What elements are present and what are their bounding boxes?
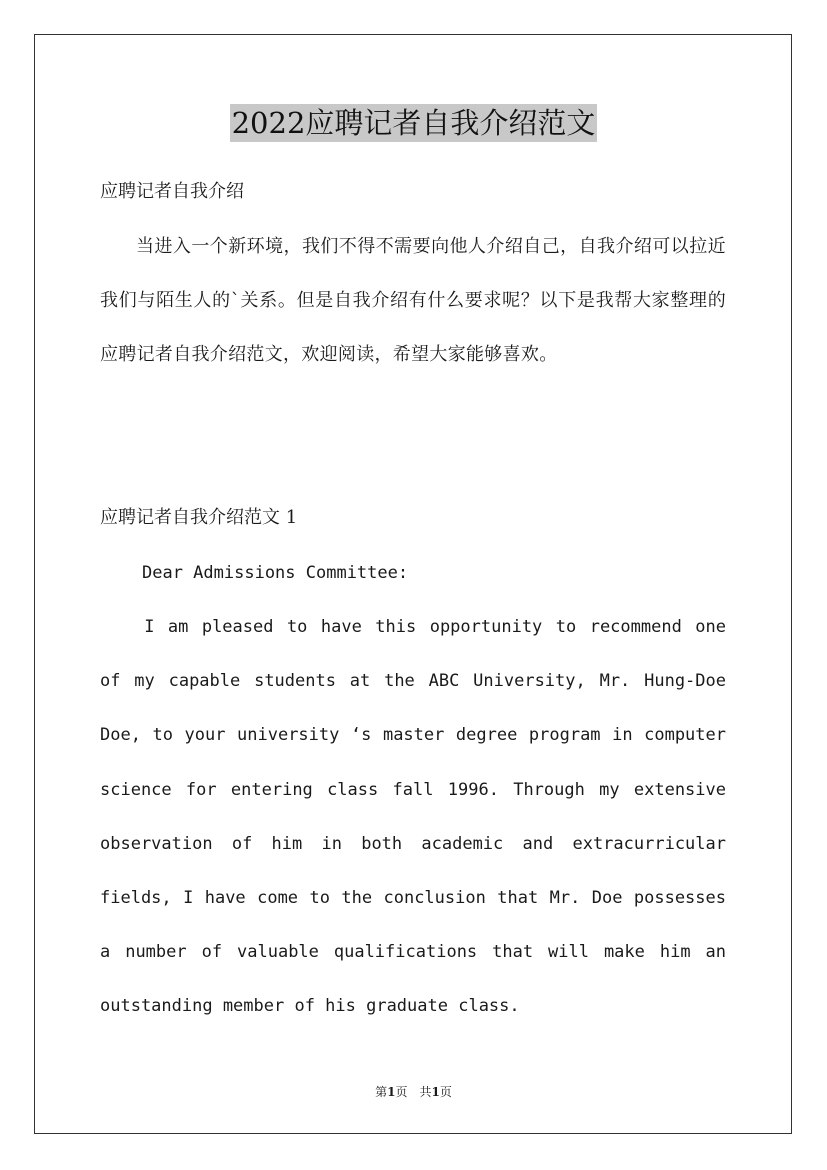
document-title: 2022应聘记者自我介绍范文 bbox=[231, 106, 596, 140]
footer-total-pages: 1 bbox=[431, 1085, 440, 1099]
footer-mid: 页 共 bbox=[395, 1085, 432, 1099]
letter-paragraph: I am pleased to have this opportunity to recommend one of my capable students at the ABC University, Mr. Hung-Doe Doe, to your university ‘s master degree program in computer science for entering class fall 1996. Through my extensive observation of him in both academic and extracurricular fields, I have come to the conclusion that Mr. Doe possesses a number of valuable qualifications that will make him an outstanding member of his graduate class. bbox=[100, 617, 726, 1017]
footer-suffix: 页 bbox=[439, 1085, 452, 1099]
letter-salutation: Dear Admissions Committee: bbox=[142, 563, 409, 583]
footer-current-page: 1 bbox=[387, 1085, 396, 1099]
intro-paragraph: 当进入一个新环境，我们不得不需要向他人介绍自己，自我介绍可以拉近我们与陌生人的`关系。但是自我介绍有什么要求呢？以下是我帮大家整理的应聘记者自我介绍范文，欢迎阅读，希望大家能够喜欢。 bbox=[100, 236, 726, 365]
footer-prefix: 第 bbox=[375, 1085, 388, 1099]
section-heading-intro: 应聘记者自我介绍 bbox=[100, 181, 244, 202]
section-heading-sample-1: 应聘记者自我介绍范文 1 bbox=[100, 507, 298, 528]
page-footer bbox=[0, 1084, 827, 1100]
title-container bbox=[0, 104, 827, 142]
